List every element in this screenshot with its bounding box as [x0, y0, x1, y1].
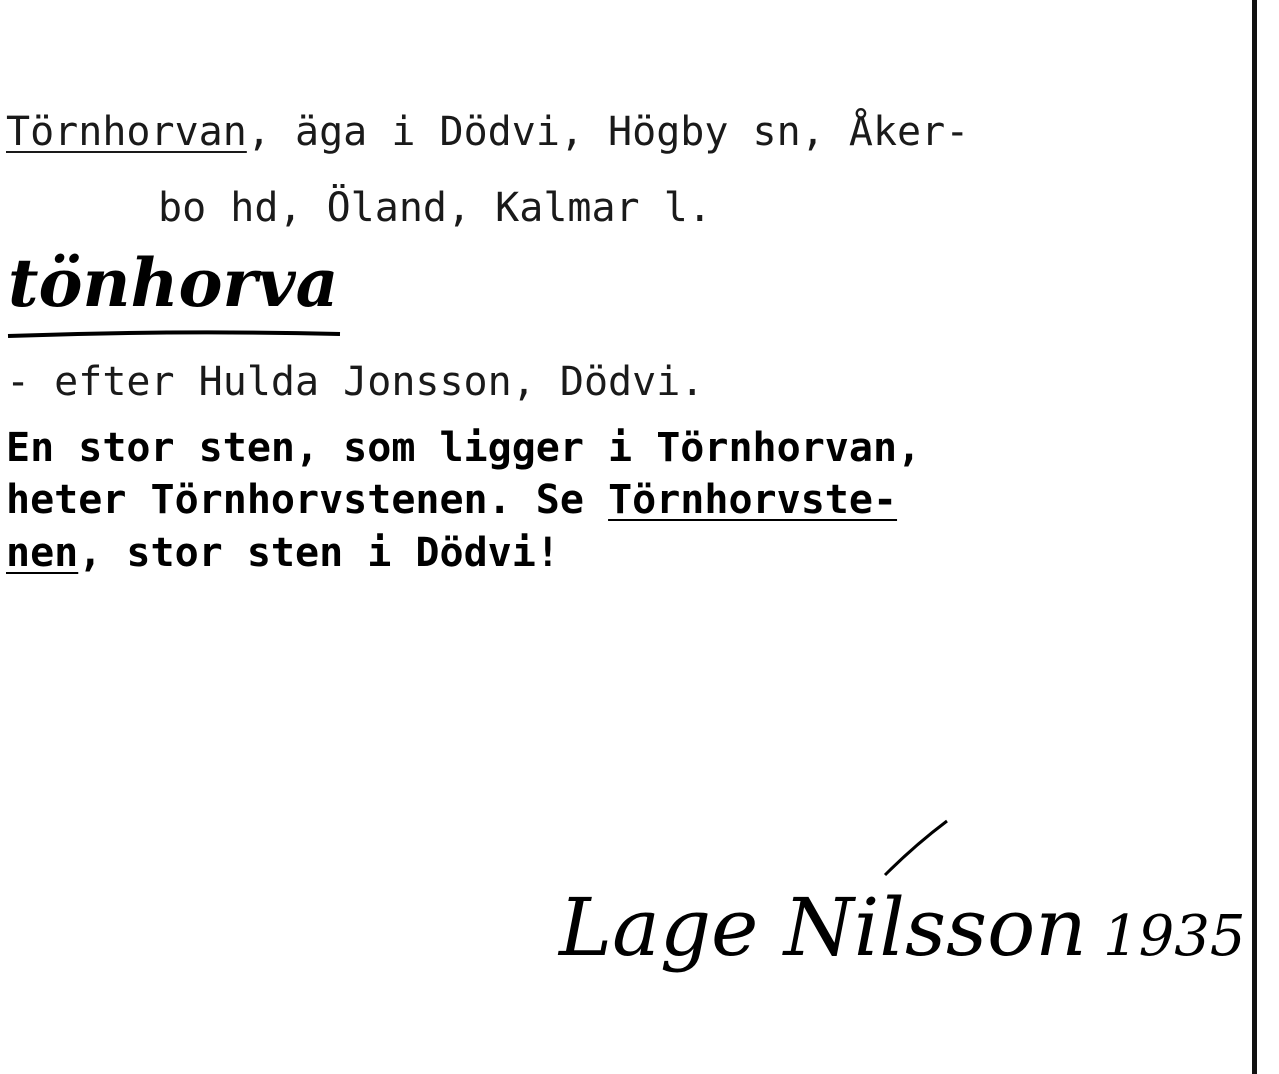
heading-line-2: bo hd, Öland, Kalmar l. [158, 185, 712, 231]
body-line-1: En stor sten, som ligger i Törnhorvan, [6, 425, 922, 471]
dialect-form-underline [8, 332, 340, 336]
body-line-2 [6, 477, 898, 523]
dialect-form-text: tönhorva [8, 244, 339, 322]
body-line-3-text: , stor sten i Dödvi! [78, 530, 560, 576]
cross-reference-part-1: Törnhorvste- [608, 477, 898, 523]
body-line-2-text: heter Törnhorvstenen. Se [6, 477, 609, 523]
dialect-form-handwritten [4, 244, 364, 344]
heading-line-1-rest: , äga i Dödvi, Högby sn, Åker- [246, 109, 970, 155]
body-line-3 [6, 530, 560, 576]
signature-year: 1935 [1103, 904, 1246, 969]
source-line: - efter Hulda Jonsson, Dödvi. [6, 359, 705, 405]
headword: Törnhorvan [6, 109, 247, 155]
signature-name: Lage Nilsson [559, 881, 1087, 974]
heading-line-1 [6, 109, 970, 155]
signature-flourish [885, 821, 947, 875]
signature-handwritten [555, 815, 1255, 1025]
cross-reference-part-2: nen [6, 530, 79, 576]
